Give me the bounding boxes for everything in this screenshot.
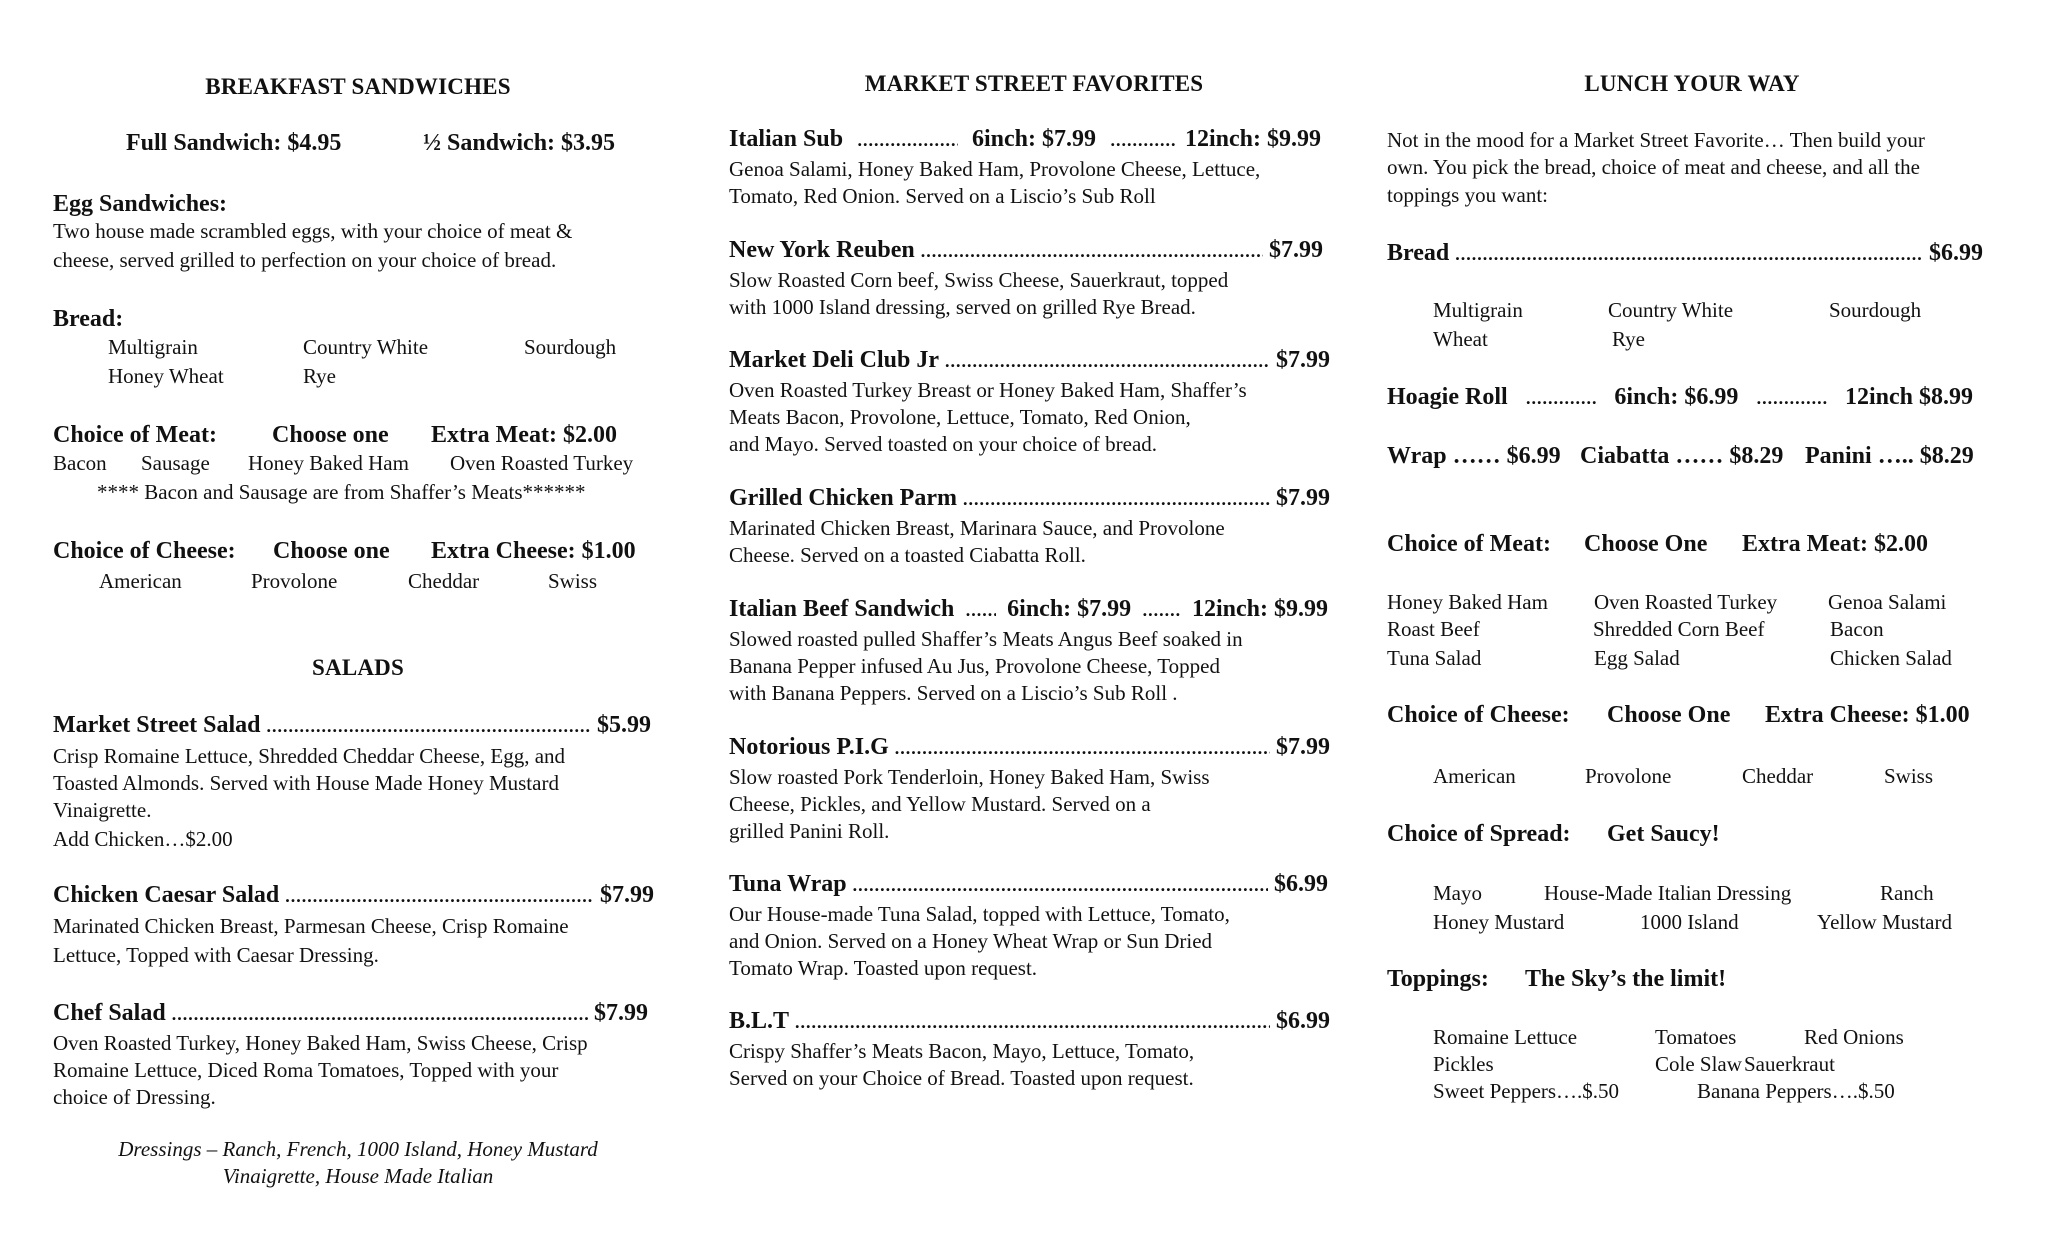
leader-dots <box>963 489 1270 510</box>
leader-dots <box>945 351 1270 372</box>
leader-dots <box>1110 130 1176 151</box>
topping-option: Romaine Lettuce <box>1433 1025 1578 1049</box>
meat-title: Choice of Meat: <box>53 422 217 448</box>
item-desc-line: Tomato Wrap. Toasted upon request. <box>729 956 1038 980</box>
item-name: Grilled Chicken Parm <box>729 485 957 511</box>
meat-option: Honey Baked Ham <box>248 451 409 475</box>
meat-option: Bacon <box>53 451 107 475</box>
item-desc-line: Oven Roasted Turkey Breast or Honey Baked Ham, Shaffer’s <box>729 378 1247 402</box>
cheese-title: Choice of Cheese: <box>1387 702 1570 728</box>
topping-option: Tomatoes <box>1655 1025 1737 1049</box>
lunch-intro-line: Not in the mood for a Market Street Favorite… Then build your <box>1387 128 1925 152</box>
item-desc-line: Slowed roasted pulled Shaffer’s Meats Angus Beef soaked in <box>729 627 1243 651</box>
spread-option: Mayo <box>1433 881 1482 905</box>
item-name: Market Street Salad <box>53 712 261 738</box>
spread-option: Yellow Mustard <box>1817 910 1952 934</box>
dressings-note: Dressings – Ranch, French, 1000 Island, Honey Mustard <box>118 1137 598 1161</box>
lunch-title: LUNCH YOUR WAY <box>1584 71 1800 96</box>
item-desc-line: Vinaigrette. <box>53 798 152 822</box>
bread-option: Country White <box>303 335 429 359</box>
bread-option: Multigrain <box>108 335 198 359</box>
hoagie-6: 6inch: $6.99 <box>1614 384 1739 410</box>
cheese-option: Provolone <box>251 569 338 593</box>
leader-dots <box>1143 600 1181 621</box>
cheese-option: Swiss <box>1884 764 1934 788</box>
cheese-option: Provolone <box>1585 764 1672 788</box>
item-desc-line: Banana Pepper infused Au Jus, Provolone Cheese, Topped <box>729 654 1220 678</box>
item-name: New York Reuben <box>729 237 915 263</box>
wrap-price: Wrap …… $6.99 <box>1387 443 1561 469</box>
meat-option: Genoa Salami <box>1828 590 1947 614</box>
spread-title: Choice of Spread: <box>1387 821 1571 847</box>
bread-option: Honey Wheat <box>108 364 224 388</box>
item-price-2: 12inch: $9.99 <box>1184 126 1321 152</box>
item-name: Italian Sub <box>729 126 844 152</box>
spread-sub: Get Saucy! <box>1607 821 1720 847</box>
leader-dots <box>895 738 1270 759</box>
meat-choose: Choose one <box>272 422 389 448</box>
cheese-choose: Choose one <box>273 538 390 564</box>
item-desc-line: Oven Roasted Turkey, Honey Baked Ham, Swiss Cheese, Crisp <box>53 1031 588 1055</box>
salads-title: SALADS <box>312 655 404 680</box>
item-name: Tuna Wrap <box>729 871 847 897</box>
leader-dots <box>267 716 591 737</box>
item-desc-line: with 1000 Island dressing, served on grilled Rye Bread. <box>729 295 1196 319</box>
item-desc-line: choice of Dressing. <box>53 1085 216 1109</box>
item-desc-line: and Mayo. Served toasted on your choice of bread. <box>729 432 1158 456</box>
item-price: $7.99 <box>600 882 654 908</box>
menu-item-notorious-pig <box>729 734 1330 761</box>
item-desc-line: Cheese. Served on a toasted Ciabatta Roll. <box>729 543 1086 567</box>
meat-extra: Extra Meat: $2.00 <box>431 422 617 448</box>
toppings-sub: The Sky’s the limit! <box>1525 966 1727 992</box>
item-desc-line: and Onion. Served on a Honey Wheat Wrap or Sun Dried <box>729 929 1213 953</box>
meat-option: Chicken Salad <box>1830 646 1952 670</box>
cheese-option: American <box>99 569 182 593</box>
menu-item-italian-beef-sandwich <box>729 596 1328 623</box>
leader-dots <box>1526 388 1596 409</box>
meat-option: Sausage <box>141 451 210 475</box>
leader-dots <box>921 241 1263 262</box>
bread-price-row <box>1387 240 1983 267</box>
cheese-option: Cheddar <box>408 569 480 593</box>
ciabatta-price: Ciabatta …… $8.29 <box>1580 443 1784 469</box>
topping-option: Red Onions <box>1804 1025 1904 1049</box>
topping-option: Banana Peppers….$.50 <box>1697 1079 1895 1103</box>
bread-option: Sourdough <box>524 335 617 359</box>
item-desc-line: Crispy Shaffer’s Meats Bacon, Mayo, Lettuce, Tomato, <box>729 1039 1195 1063</box>
topping-option: Sauerkraut <box>1744 1052 1835 1076</box>
breakfast-title: BREAKFAST SANDWICHES <box>205 74 511 99</box>
item-price: $7.99 <box>1276 485 1330 511</box>
meat-extra: Extra Meat: $2.00 <box>1742 531 1928 557</box>
leader-dots <box>853 875 1268 896</box>
bread-option: Multigrain <box>1433 298 1523 322</box>
item-desc-line: Our House-made Tuna Salad, topped with Lettuce, Tomato, <box>729 902 1230 926</box>
spread-option: 1000 Island <box>1640 910 1739 934</box>
bread-price: $6.99 <box>1929 240 1983 266</box>
menu-item-chef-salad <box>53 1000 648 1027</box>
item-desc-line: grilled Panini Roll. <box>729 819 890 843</box>
spread-option: Honey Mustard <box>1433 910 1565 934</box>
toppings-title: Toppings: <box>1387 966 1489 992</box>
leader-dots <box>285 886 594 907</box>
bread-title: Bread: <box>53 306 124 332</box>
item-price: $7.99 <box>1269 237 1323 263</box>
bread-option: Wheat <box>1433 327 1488 351</box>
egg-desc-line: Two house made scrambled eggs, with your choice of meat & <box>53 219 573 243</box>
meat-option: Honey Baked Ham <box>1387 590 1548 614</box>
half-sandwich-price: ½ Sandwich: $3.95 <box>423 130 616 156</box>
menu-item-blt <box>729 1008 1330 1035</box>
item-name: Chef Salad <box>53 1000 166 1026</box>
item-name: B.L.T <box>729 1008 790 1034</box>
add-chicken: Add Chicken…$2.00 <box>53 827 233 851</box>
leader-dots <box>858 130 958 151</box>
item-desc-line: Served on your Choice of Bread. Toasted upon request. <box>729 1066 1194 1090</box>
item-desc-line: Cheese, Pickles, and Yellow Mustard. Served on a <box>729 792 1151 816</box>
meat-choose: Choose One <box>1584 531 1708 557</box>
menu-item-italian-sub <box>729 126 1321 153</box>
topping-option: Pickles <box>1433 1052 1494 1076</box>
dressings-note: Vinaigrette, House Made Italian <box>222 1164 494 1188</box>
meat-option: Oven Roasted Turkey <box>450 451 634 475</box>
full-sandwich-price: Full Sandwich: $4.95 <box>126 130 342 156</box>
cheese-extra: Extra Cheese: $1.00 <box>1765 702 1970 728</box>
meat-option: Egg Salad <box>1594 646 1680 670</box>
item-desc-line: Tomato, Red Onion. Served on a Liscio’s Sub Roll <box>729 184 1156 208</box>
leader-dots <box>966 600 996 621</box>
item-price: $6.99 <box>1276 1008 1330 1034</box>
topping-option: Sweet Peppers….$.50 <box>1433 1079 1620 1103</box>
cheese-choose: Choose One <box>1607 702 1731 728</box>
menu-item-new-york-reuben <box>729 237 1323 264</box>
item-desc-line: Meats Bacon, Provolone, Lettuce, Tomato, Red Onion, <box>729 405 1191 429</box>
cheese-title: Choice of Cheese: <box>53 538 236 564</box>
meat-option: Roast Beef <box>1387 617 1480 641</box>
item-desc-line: with Banana Peppers. Served on a Liscio’s Sub Roll . <box>729 681 1178 705</box>
bread-option: Country White <box>1608 298 1734 322</box>
bread-label: Bread <box>1387 240 1450 266</box>
item-price: $7.99 <box>1276 734 1330 760</box>
bread-option: Rye <box>1612 327 1645 351</box>
item-name: Notorious P.I.G <box>729 734 889 760</box>
item-desc-line: Genoa Salami, Honey Baked Ham, Provolone Cheese, Lettuce, <box>729 157 1261 181</box>
item-desc-line: Marinated Chicken Breast, Marinara Sauce, and Provolone <box>729 516 1225 540</box>
item-desc-line: Lettuce, Topped with Caesar Dressing. <box>53 943 379 967</box>
meat-option: Bacon <box>1830 617 1884 641</box>
cheese-extra: Extra Cheese: $1.00 <box>431 538 636 564</box>
item-desc-line: Crisp Romaine Lettuce, Shredded Cheddar Cheese, Egg, and <box>53 744 566 768</box>
item-price: $7.99 <box>1276 347 1330 373</box>
item-desc-line: Slow roasted Pork Tenderloin, Honey Baked Ham, Swiss <box>729 765 1210 789</box>
menu-item-chicken-caesar-salad <box>53 882 654 909</box>
item-price-2: 12inch: $9.99 <box>1191 596 1328 622</box>
cheese-option: American <box>1433 764 1516 788</box>
meat-option: Oven Roasted Turkey <box>1594 590 1778 614</box>
item-price: 6inch: $7.99 <box>972 126 1097 152</box>
item-price: 6inch: $7.99 <box>1007 596 1132 622</box>
item-price: $6.99 <box>1274 871 1328 897</box>
bread-option: Rye <box>303 364 336 388</box>
item-name: Chicken Caesar Salad <box>53 882 280 908</box>
favorites-title: MARKET STREET FAVORITES <box>864 71 1204 96</box>
egg-sandwiches-title: Egg Sandwiches: <box>53 191 228 217</box>
leader-dots <box>172 1004 588 1025</box>
item-name: Italian Beef Sandwich <box>729 596 955 622</box>
item-price: $5.99 <box>597 712 651 738</box>
meat-option: Tuna Salad <box>1387 646 1482 670</box>
hoagie-label: Hoagie Roll <box>1387 384 1508 410</box>
lunch-intro-line: toppings you want: <box>1387 183 1548 207</box>
hoagie-12: 12inch $8.99 <box>1844 384 1973 410</box>
panini-price: Panini ….. $8.29 <box>1805 443 1974 469</box>
meat-note: **** Bacon and Sausage are from Shaffer’s Meats****** <box>97 480 586 504</box>
spread-option: Ranch <box>1880 881 1934 905</box>
menu-item-grilled-chicken-parm <box>729 485 1330 512</box>
egg-desc-line: cheese, served grilled to perfection on your choice of bread. <box>53 248 557 272</box>
leader-dots <box>795 1012 1270 1033</box>
menu-item-market-deli-club-jr <box>729 347 1330 374</box>
menu-item-tuna-wrap <box>729 871 1328 898</box>
item-desc-line: Slow Roasted Corn beef, Swiss Cheese, Sauerkraut, topped <box>729 268 1229 292</box>
spread-option: House-Made Italian Dressing <box>1544 881 1792 905</box>
menu-item-market-street-salad <box>53 712 651 739</box>
meat-title: Choice of Meat: <box>1387 531 1551 557</box>
item-price: $7.99 <box>594 1000 648 1026</box>
meat-option: Shredded Corn Beef <box>1593 617 1765 641</box>
leader-dots <box>1455 244 1923 265</box>
hoagie-roll-row <box>1387 384 1973 411</box>
topping-option: Cole Slaw <box>1655 1052 1742 1076</box>
cheese-option: Swiss <box>548 569 598 593</box>
cheese-option: Cheddar <box>1742 764 1814 788</box>
leader-dots <box>1757 388 1827 409</box>
item-name: Market Deli Club Jr <box>729 347 939 373</box>
lunch-intro-line: own. You pick the bread, choice of meat and cheese, and all the <box>1387 155 1920 179</box>
bread-option: Sourdough <box>1829 298 1922 322</box>
item-desc-line: Romaine Lettuce, Diced Roma Tomatoes, Topped with your <box>53 1058 559 1082</box>
item-desc-line: Toasted Almonds. Served with House Made Honey Mustard <box>53 771 559 795</box>
item-desc-line: Marinated Chicken Breast, Parmesan Cheese, Crisp Romaine <box>53 914 569 938</box>
